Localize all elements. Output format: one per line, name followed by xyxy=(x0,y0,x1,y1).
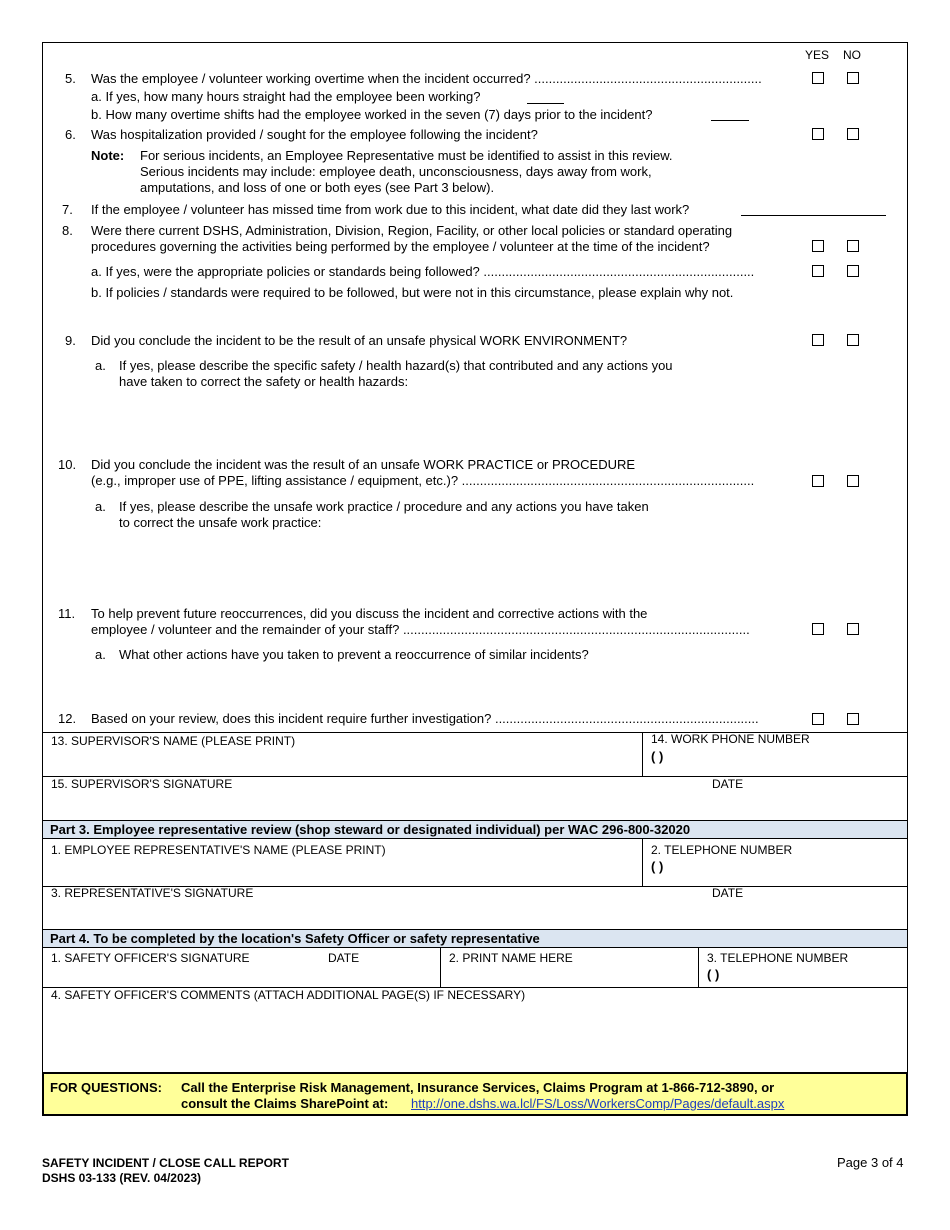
q9-yes-checkbox[interactable] xyxy=(812,334,824,346)
q11-line-1: To help prevent future reoccurrences, did you discuss the incident and corrective actions with the xyxy=(91,606,648,621)
q5a-answer-line[interactable] xyxy=(527,103,564,104)
q7-text: If the employee / volunteer has missed time from work due to this incident, what date did they last work? xyxy=(91,202,690,217)
print-name-label: 2. PRINT NAME HERE xyxy=(449,951,573,965)
q9a-label: a. xyxy=(95,358,106,373)
q12-yes-checkbox[interactable] xyxy=(812,713,824,725)
q11-no-checkbox[interactable] xyxy=(847,623,859,635)
q10a-line-1: If yes, please describe the unsafe work practice / procedure and any actions you have taken xyxy=(119,499,649,514)
q10-line-1: Did you conclude the incident was the result of an unsafe WORK PRACTICE or PROCEDURE xyxy=(91,457,636,472)
q8-line-2: procedures governing the activities being performed by the employee / volunteer at the time of the incident? xyxy=(91,239,710,254)
q9a-line-2: have taken to correct the safety or health hazards: xyxy=(119,374,409,389)
divider xyxy=(698,948,699,987)
divider xyxy=(642,732,643,776)
q10-no-checkbox[interactable] xyxy=(847,475,859,487)
q12-no-checkbox[interactable] xyxy=(847,713,859,725)
q5-number: 5. xyxy=(65,71,76,86)
q6-no-checkbox[interactable] xyxy=(847,128,859,140)
q11a-label: a. xyxy=(95,647,106,662)
q8a-yes-checkbox[interactable] xyxy=(812,265,824,277)
q11-number: 11. xyxy=(58,606,76,621)
q12-number: 12. xyxy=(58,711,77,726)
rep-name-label: 1. EMPLOYEE REPRESENTATIVE'S NAME (PLEASE PRINT) xyxy=(51,843,386,857)
q6-yes-checkbox[interactable] xyxy=(812,128,824,140)
sharepoint-link[interactable]: http://one.dshs.wa.lcl/FS/Loss/WorkersComp/Pages/default.aspx xyxy=(411,1096,785,1111)
supervisor-phone-field[interactable]: ( ) xyxy=(651,749,664,764)
q8-yes-checkbox[interactable] xyxy=(812,240,824,252)
q11-line-2: employee / volunteer and the remainder of your staff? ................................................................................................ xyxy=(91,622,750,637)
q10a-label: a. xyxy=(95,499,106,514)
q8a-text: a. If yes, were the appropriate policies or standards being followed? ........................................................................... xyxy=(91,264,755,279)
q8a-no-checkbox[interactable] xyxy=(847,265,859,277)
q8-no-checkbox[interactable] xyxy=(847,240,859,252)
q5b-answer-line[interactable] xyxy=(711,120,749,121)
part3-header xyxy=(43,820,907,839)
form-title: SAFETY INCIDENT / CLOSE CALL REPORT xyxy=(42,1156,289,1170)
questions-label: FOR QUESTIONS: xyxy=(50,1080,162,1095)
q9-no-checkbox[interactable] xyxy=(847,334,859,346)
safety-officer-date-label: DATE xyxy=(328,951,360,965)
questions-line-1: Call the Enterprise Risk Management, Insurance Services, Claims Program at 1-866-712-3890, or xyxy=(181,1080,775,1095)
q10-line-2: (e.g., improper use of PPE, lifting assistance / equipment, etc.)? ................................................................................. xyxy=(91,473,755,488)
note-label: Note: xyxy=(91,148,125,163)
q10-number: 10. xyxy=(58,457,77,472)
q11-yes-checkbox[interactable] xyxy=(812,623,824,635)
rep-signature-label: 3. REPRESENTATIVE'S SIGNATURE xyxy=(51,886,254,900)
supervisor-name-label: 13. SUPERVISOR'S NAME (PLEASE PRINT) xyxy=(51,734,296,748)
q5-yes-checkbox[interactable] xyxy=(812,72,824,84)
q5-no-checkbox[interactable] xyxy=(847,72,859,84)
q8b-text: b. If policies / standards were required to be followed, but were not in this circumstance, please explain why not. xyxy=(91,285,734,300)
divider xyxy=(642,839,643,886)
q11a-text: What other actions have you taken to prevent a reoccurrence of similar incidents? xyxy=(119,647,589,662)
part4-header xyxy=(43,929,907,948)
q9-number: 9. xyxy=(65,333,76,348)
q6-text: Was hospitalization provided / sought for the employee following the incident? xyxy=(91,127,538,142)
safety-officer-signature-label: 1. SAFETY OFFICER'S SIGNATURE xyxy=(51,951,250,965)
questions-line-2: consult the Claims SharePoint at: xyxy=(181,1096,389,1111)
q5-text: Was the employee / volunteer working overtime when the incident occurred? ............................................................... xyxy=(91,71,762,86)
supervisor-signature-label: 15. SUPERVISOR'S SIGNATURE xyxy=(51,777,233,791)
part3-title: Part 3. Employee representative review (shop steward or designated individual) per WAC 296-800-32020 xyxy=(50,822,691,837)
note-line-1: For serious incidents, an Employee Representative must be identified to assist in this review. xyxy=(140,148,673,163)
q10a-line-2: to correct the unsafe work practice: xyxy=(119,515,322,530)
q8-number: 8. xyxy=(62,223,73,238)
q5b-text: b. How many overtime shifts had the employee worked in the seven (7) days prior to the incident? xyxy=(91,107,653,122)
safety-officer-comments-label: 4. SAFETY OFFICER'S COMMENTS (ATTACH ADDITIONAL PAGE(S) IF NECESSARY) xyxy=(51,988,526,1002)
supervisor-phone-label: 14. WORK PHONE NUMBER xyxy=(651,732,810,746)
supervisor-date-label: DATE xyxy=(712,777,744,791)
q12-text: Based on your review, does this incident require further investigation? ......................................................................... xyxy=(91,711,759,726)
q9-text: Did you conclude the incident to be the result of an unsafe physical WORK ENVIRONMENT? xyxy=(91,333,628,348)
rep-phone-label: 2. TELEPHONE NUMBER xyxy=(651,843,793,857)
q7-date-line[interactable] xyxy=(741,215,886,216)
divider xyxy=(440,948,441,987)
q5a-text: a. If yes, how many hours straight had the employee been working? xyxy=(91,89,481,104)
yes-header: YES xyxy=(805,48,830,62)
q9a-line-1: If yes, please describe the specific safety / health hazard(s) that contributed and any actions you xyxy=(119,358,673,373)
no-header: NO xyxy=(843,48,861,62)
note-line-3: amputations, and loss of one or both eyes (see Part 3 below). xyxy=(140,180,495,195)
q10-yes-checkbox[interactable] xyxy=(812,475,824,487)
form-number: DSHS 03-133 (REV. 04/2023) xyxy=(42,1171,201,1185)
q8-line-1: Were there current DSHS, Administration, Division, Region, Facility, or other local policies or standard operating xyxy=(91,223,733,238)
page-number: Page 3 of 4 xyxy=(837,1155,904,1170)
safety-officer-phone-label: 3. TELEPHONE NUMBER xyxy=(707,951,849,965)
note-line-2: Serious incidents may include: employee death, unconsciousness, days away from work, xyxy=(140,164,652,179)
rep-date-label: DATE xyxy=(712,886,744,900)
q6-number: 6. xyxy=(65,127,76,142)
safety-officer-phone-field[interactable]: ( ) xyxy=(707,967,720,982)
q7-number: 7. xyxy=(62,202,73,217)
part4-title: Part 4. To be completed by the location's Safety Officer or safety representative xyxy=(50,931,540,946)
rep-phone-field[interactable]: ( ) xyxy=(651,859,664,874)
